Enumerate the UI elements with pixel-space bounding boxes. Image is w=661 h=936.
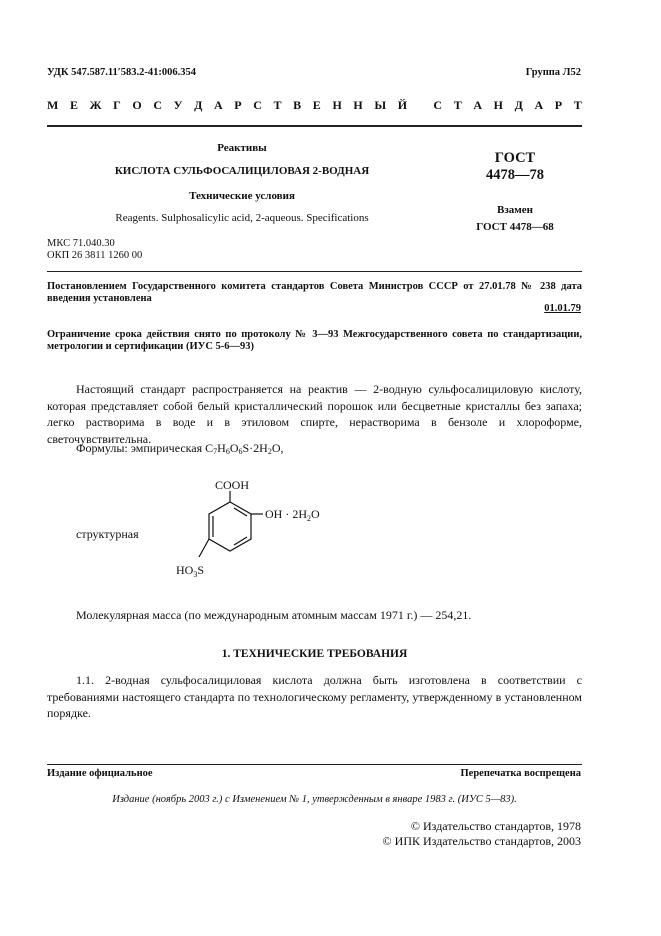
heading-letter: Й [397, 98, 408, 112]
heading-letter: У [173, 98, 183, 112]
heading-letter: М [47, 98, 59, 112]
footer-rule [47, 764, 582, 765]
cooh-group: COOH [215, 478, 250, 492]
so3h-group: $HO_3S$ [176, 563, 205, 579]
heading-letter: Т [573, 98, 582, 112]
heading-letter: Д [514, 98, 523, 112]
reprint-prohibited-label: Перепечатка воспрещена [460, 768, 581, 779]
copyright-1978: © Издательство стандартов, 1978 [410, 819, 581, 833]
heading-letter: Ы [374, 98, 387, 112]
heading-letter: Н [493, 98, 503, 112]
clause-1-1: 1.1. 2-водная сульфосалициловая кислота должна быть изготовлена в соответствии с требованиями настоящего стандарта по технологическому регламенту, утвержденному в установленном порядке. [47, 673, 582, 720]
header-rule [47, 125, 582, 127]
instead-number: ГОСТ 4478—68 [476, 221, 554, 233]
group-code: Группа Л52 [525, 67, 581, 78]
benzene-ring [209, 502, 251, 551]
heading-letter: Р [554, 98, 563, 112]
edition-note: Издание (ноябрь 2003 г.) с Изменением № 1, утвержденным в январе 1983 г. (ИУС 5—83). [112, 794, 517, 805]
oh-group: OH · $2H_2O$ [265, 507, 320, 523]
heading-letter: О [132, 98, 142, 112]
gost-number: 4478—78 [486, 167, 544, 183]
heading-letter: А [534, 98, 544, 112]
section-heading: 1. ТЕХНИЧЕСКИЕ ТРЕБОВАНИЯ [221, 648, 408, 660]
heading-letter: А [213, 98, 223, 112]
codes-rule [47, 271, 582, 272]
interstate-standard-heading [47, 98, 582, 113]
heading-letter [419, 98, 422, 113]
copyright-2003: © ИПК Издательство стандартов, 2003 [382, 834, 581, 848]
introduction-date: 01.01.79 [544, 303, 581, 314]
heading-letter: С [433, 98, 443, 112]
heading-letter: Г [113, 98, 121, 112]
empirical-formula: $C_7H_6O_6S\cdot 2H_2O$, [205, 441, 284, 456]
udc-code: УДК 547.587.11′583.2-41:006.354 [47, 67, 196, 78]
classification-codes [47, 238, 142, 262]
heading-letter: Ж [89, 98, 102, 112]
technical-conditions-label: Технические условия [189, 190, 295, 202]
heading-letter: Н [353, 98, 363, 112]
molar-mass: Молекулярная масса (по международным атомным массам 1971 г.) — 254,21. [76, 608, 472, 622]
decree-text: Постановлением Государственного комитета стандартов Совета Министров СССР от 27.01.78 № 238 дата введения установлена [47, 281, 582, 304]
formulas-label: Формулы: эмпирическая [76, 441, 203, 455]
heading-letter: С [253, 98, 262, 112]
gost-label: ГОСТ [494, 150, 536, 166]
heading-letter: С [153, 98, 162, 112]
english-title: Reagents. Sulphosalicylic acid, 2-aqueous. Specifications [115, 212, 369, 224]
heading-letter: Д [194, 98, 203, 112]
limitation-note: Ограничение срока действия снято по протоколу № 3—93 Межгосударственного совета по стандартизации, метрологии и сертификации (ИУС 5-6—93) [47, 329, 582, 352]
so3h-bond [199, 539, 209, 557]
structural-formula-diagram [165, 474, 365, 589]
empirical-formula-line [76, 440, 284, 460]
okp-code: ОКП 26 3811 1260 00 [47, 250, 143, 261]
intro-paragraph: Настоящий стандарт распространяется на реактив — 2-водную сульфосалициловую кислоту, которая представляет собой белый кристаллический порошок или бесцветные кристаллы без запаха; легко растворима в воде и в этиловом спирте, нерастворима в бензоле и хлороформе, светочувствительна. [47, 382, 582, 446]
heading-letter: Р [234, 98, 242, 112]
official-edition-label: Издание официальное [47, 768, 153, 779]
heading-letter: Е [69, 98, 78, 112]
heading-letter: Т [273, 98, 282, 112]
instead-label: Взамен [497, 204, 533, 216]
heading-letter: А [473, 98, 482, 112]
heading-letter: В [293, 98, 302, 112]
reagents-label: Реактивы [217, 142, 267, 154]
heading-letter: Т [453, 98, 462, 112]
mks-code: МКС 71.040.30 [47, 238, 115, 249]
heading-letter: Е [312, 98, 321, 112]
structural-label: структурная [76, 527, 139, 541]
document-title: КИСЛОТА СУЛЬФОСАЛИЦИЛОВАЯ 2-ВОДНАЯ [114, 165, 370, 177]
heading-letter: Н [332, 98, 342, 112]
